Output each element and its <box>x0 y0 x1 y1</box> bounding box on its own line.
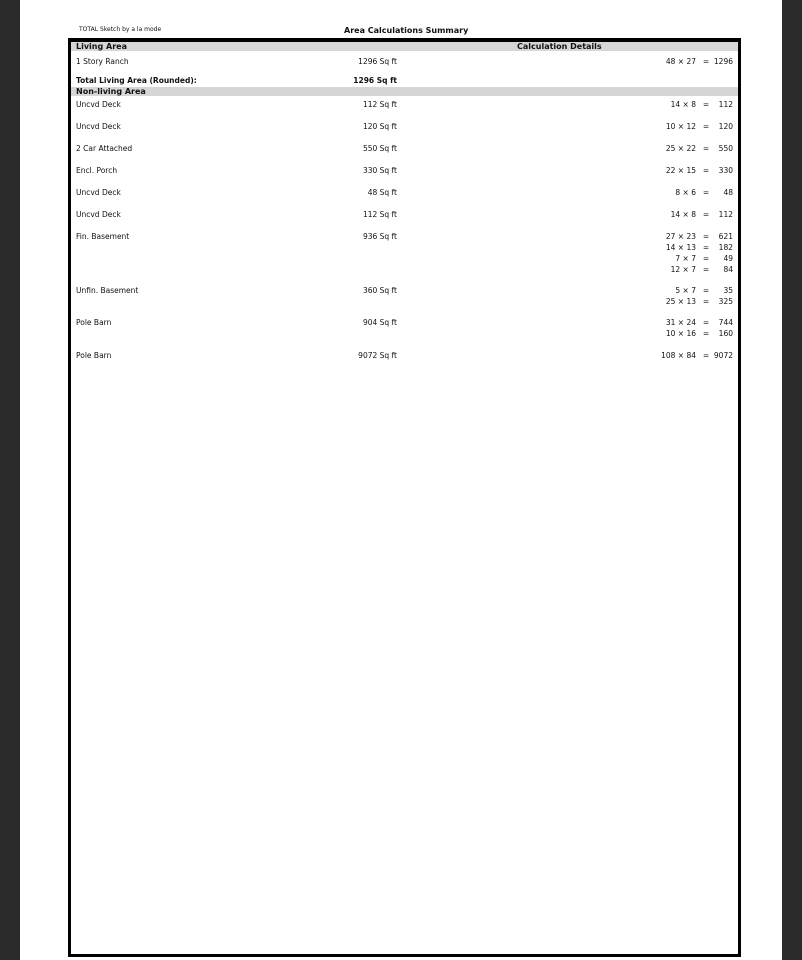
calc-dimensions: 14 × 13 <box>665 243 696 252</box>
calc-equals: = <box>702 100 710 109</box>
calc-result: 120 <box>718 122 733 131</box>
area-item-value: 120 Sq ft <box>362 122 397 131</box>
document-page <box>20 0 782 960</box>
calc-result: 1296 <box>713 57 733 66</box>
calc-equals: = <box>702 232 710 241</box>
software-label: TOTAL Sketch by a la mode <box>79 26 162 33</box>
non-living-area-label: Non-living Area <box>76 87 146 96</box>
calc-dimensions: 48 × 27 <box>665 57 696 66</box>
calc-dimensions: 14 × 8 <box>670 210 696 219</box>
calc-result: 160 <box>718 329 733 338</box>
calc-result: 182 <box>718 243 733 252</box>
area-item-name: Unfin. Basement <box>76 286 139 295</box>
area-item-name: Uncvd Deck <box>76 188 121 197</box>
calc-equals: = <box>702 188 710 197</box>
area-item-name: 2 Car Attached <box>76 144 133 153</box>
calc-dimensions: 108 × 84 <box>661 351 696 360</box>
calc-dimensions: 25 × 22 <box>665 144 696 153</box>
calc-result: 48 <box>723 188 733 197</box>
calc-equals: = <box>702 144 710 153</box>
calc-dimensions: 14 × 8 <box>670 100 696 109</box>
calc-result: 112 <box>718 100 733 109</box>
area-item-value: 112 Sq ft <box>362 210 397 219</box>
calc-dimensions: 25 × 13 <box>665 297 696 306</box>
calc-equals: = <box>702 210 710 219</box>
calc-result: 9072 <box>713 351 733 360</box>
area-item-value: 48 Sq ft <box>367 188 397 197</box>
total-living-area-label: Total Living Area (Rounded): <box>76 76 197 85</box>
calc-result: 35 <box>723 286 733 295</box>
calc-equals: = <box>702 286 710 295</box>
calc-result: 49 <box>723 254 733 263</box>
living-area-label: Living Area <box>76 42 127 51</box>
calc-dimensions: 10 × 12 <box>665 122 696 131</box>
calc-equals: = <box>702 166 710 175</box>
area-item-name: Uncvd Deck <box>76 122 121 131</box>
calc-dimensions: 12 × 7 <box>670 265 696 274</box>
calculation-details-header: Calculation Details <box>517 42 602 51</box>
calc-dimensions: 31 × 24 <box>665 318 696 327</box>
calc-equals: = <box>702 122 710 131</box>
total-living-area-value: 1296 Sq ft <box>353 76 397 85</box>
area-item-name: Fin. Basement <box>76 232 130 241</box>
area-item-name: Pole Barn <box>76 318 112 327</box>
calc-result: 550 <box>718 144 733 153</box>
area-item-name: Uncvd Deck <box>76 100 121 109</box>
summary-table <box>68 38 741 957</box>
area-item-value: 936 Sq ft <box>362 232 397 241</box>
calc-result: 84 <box>723 265 733 274</box>
area-item-value: 9072 Sq ft <box>358 351 397 360</box>
calc-equals: = <box>702 254 710 263</box>
area-item-name: Encl. Porch <box>76 166 118 175</box>
calc-equals: = <box>702 318 710 327</box>
calc-dimensions: 5 × 7 <box>675 286 696 295</box>
calc-result: 112 <box>718 210 733 219</box>
calc-result: 621 <box>718 232 733 241</box>
area-item-name: Uncvd Deck <box>76 210 121 219</box>
area-item-value: 360 Sq ft <box>362 286 397 295</box>
calc-dimensions: 7 × 7 <box>675 254 696 263</box>
calc-equals: = <box>702 57 710 66</box>
area-item-value: 1296 Sq ft <box>358 57 397 66</box>
calc-equals: = <box>702 329 710 338</box>
area-item-name: Pole Barn <box>76 351 112 360</box>
calc-equals: = <box>702 243 710 252</box>
calc-equals: = <box>702 297 710 306</box>
area-item-value: 112 Sq ft <box>362 100 397 109</box>
calc-result: 325 <box>718 297 733 306</box>
calc-dimensions: 22 × 15 <box>665 166 696 175</box>
area-item-name: 1 Story Ranch <box>76 57 129 66</box>
area-item-value: 330 Sq ft <box>362 166 397 175</box>
non-living-area-header <box>71 87 738 96</box>
calc-result: 330 <box>718 166 733 175</box>
area-item-value: 550 Sq ft <box>362 144 397 153</box>
living-area-header <box>71 42 738 51</box>
calc-dimensions: 10 × 16 <box>665 329 696 338</box>
page-title: Area Calculations Summary <box>344 26 469 35</box>
area-item-value: 904 Sq ft <box>362 318 397 327</box>
calc-equals: = <box>702 351 710 360</box>
calc-dimensions: 27 × 23 <box>665 232 696 241</box>
calc-dimensions: 8 × 6 <box>675 188 696 197</box>
calc-result: 744 <box>718 318 733 327</box>
calc-equals: = <box>702 265 710 274</box>
